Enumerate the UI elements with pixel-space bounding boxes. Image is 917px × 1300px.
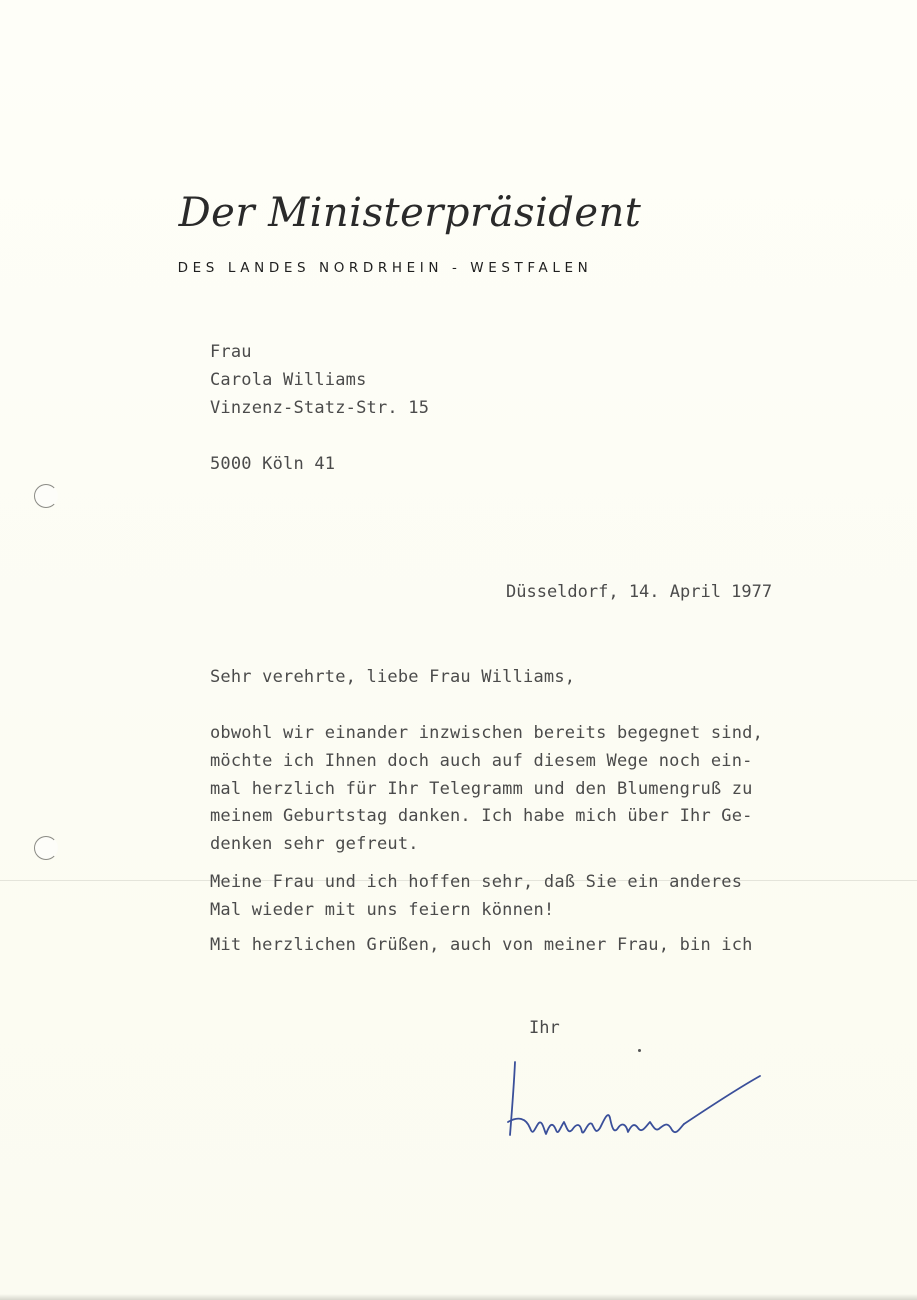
body-line: mal herzlich für Ihr Telegramm und den Blumengruß zu <box>210 779 753 799</box>
punch-hole-bottom <box>34 836 58 860</box>
greeting: Sehr verehrte, liebe Frau Williams, <box>210 667 576 687</box>
body-line: Mit herzlichen Grüßen, auch von meiner Frau, bin ich <box>210 935 753 955</box>
recipient-street: Vinzenz-Statz-Str. 15 <box>210 398 430 418</box>
letterhead-script-title: Der Ministerpräsident <box>178 190 642 236</box>
paper-bottom-edge <box>0 1294 917 1300</box>
signature <box>500 1050 770 1150</box>
recipient-city: 5000 Köln 41 <box>210 454 336 474</box>
letterhead-subtitle: DES LANDES NORDRHEIN - WESTFALEN <box>177 260 593 276</box>
body-line: denken sehr gefreut. <box>210 834 419 854</box>
body-line: Mal wieder mit uns feiern können! <box>210 900 555 920</box>
body-line: obwohl wir einander inzwischen bereits begegnet sind, <box>210 723 764 743</box>
body-line: meinem Geburtstag danken. Ich habe mich über Ihr Ge- <box>210 806 753 826</box>
body-line: möchte ich Ihnen doch auch auf diesem Wege noch ein- <box>210 751 753 771</box>
recipient-name: Carola Williams <box>210 370 367 390</box>
body-line: Meine Frau und ich hoffen sehr, daß Sie ein anderes <box>210 872 743 892</box>
punch-hole-top <box>34 484 58 508</box>
letterhead <box>150 180 770 276</box>
closing: Ihr <box>529 1018 560 1038</box>
recipient-salutation: Frau <box>210 342 252 362</box>
date-line: Düsseldorf, 14. April 1977 <box>506 582 773 602</box>
